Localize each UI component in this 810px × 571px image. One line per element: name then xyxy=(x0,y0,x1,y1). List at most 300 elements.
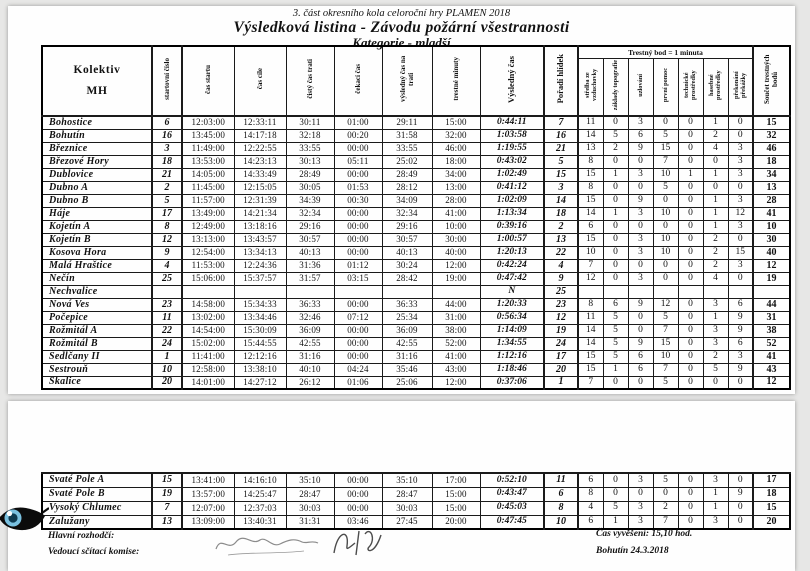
table-cell: 0 xyxy=(728,181,753,194)
col-header-topografie: základy topografie xyxy=(603,59,628,117)
table-cell: 0:45:03 xyxy=(480,501,544,515)
table-cell: 2 xyxy=(544,220,578,233)
table-cell: 0 xyxy=(678,350,703,363)
table-cell: 29:16 xyxy=(382,220,432,233)
table-cell: 33:55 xyxy=(382,142,432,155)
table-cell: 9 xyxy=(728,363,753,376)
table-cell: 36:33 xyxy=(286,298,334,311)
kolektiv-label: Kolektiv xyxy=(73,64,121,76)
table-cell: 11 xyxy=(152,311,182,324)
table-cell: 1:20:33 xyxy=(480,298,544,311)
table-cell: 20:00 xyxy=(432,515,480,529)
table-cell: 13:38:10 xyxy=(234,363,286,376)
table-cell: 21 xyxy=(152,168,182,181)
table-cell: 31:16 xyxy=(382,350,432,363)
table-cell: 0 xyxy=(628,487,653,501)
table-cell: 0 xyxy=(728,376,753,389)
table-cell: 14:33:49 xyxy=(234,168,286,181)
table-cell: 12:37:03 xyxy=(234,501,286,515)
table-cell: 40:00 xyxy=(432,246,480,259)
team-name: Malá Hraštice xyxy=(42,259,152,272)
table-cell: 41 xyxy=(753,350,790,363)
table-row xyxy=(42,515,790,529)
table-cell: 03:46 xyxy=(334,515,382,529)
col-header-trestne-minuty: trestné minuty xyxy=(432,46,480,116)
table-cell xyxy=(182,285,234,298)
table-cell: 3 xyxy=(728,220,753,233)
team-name: Nechvalice xyxy=(42,285,152,298)
table-cell: 11 xyxy=(578,311,603,324)
doc-subtitle: 3. část okresního kola celoroční hry PLAMEN 2018 xyxy=(292,8,511,19)
table-cell: 14:27:12 xyxy=(234,376,286,389)
table-row xyxy=(42,311,790,324)
col-header-hasebne-prostredky: hasebné prostředky xyxy=(703,59,728,117)
table-cell: 1:02:09 xyxy=(480,194,544,207)
table-cell xyxy=(653,285,678,298)
table-cell: 12:22:55 xyxy=(234,142,286,155)
table-cell: 15:30:09 xyxy=(234,324,286,337)
table-cell: 1:14:09 xyxy=(480,324,544,337)
table-cell: 18 xyxy=(753,155,790,168)
table-cell: 2 xyxy=(703,259,728,272)
table-cell: 3 xyxy=(628,168,653,181)
table-cell: 1 xyxy=(603,168,628,181)
table-cell: 14 xyxy=(578,207,603,220)
table-cell: 01:53 xyxy=(334,181,382,194)
table-cell: 0 xyxy=(678,259,703,272)
table-cell: 1 xyxy=(678,168,703,181)
table-row xyxy=(42,129,790,142)
table-cell: 13:40:31 xyxy=(234,515,286,529)
page-1 xyxy=(8,6,795,394)
table-cell: 0 xyxy=(628,220,653,233)
table-cell: 7 xyxy=(544,116,578,129)
table-cell: 6 xyxy=(628,129,653,142)
table-cell: 14 xyxy=(578,129,603,142)
table-cell: 30:11 xyxy=(286,116,334,129)
table-cell: 1 xyxy=(703,487,728,501)
doc-category: Kategorie - mladší xyxy=(352,35,451,50)
table-cell: 34:39 xyxy=(286,194,334,207)
table-cell: 8 xyxy=(152,220,182,233)
table-cell: 1 xyxy=(152,350,182,363)
table-cell xyxy=(152,285,182,298)
doc-title: Výsledková listina - Závodu požární všestrannosti xyxy=(233,19,570,36)
table-cell: 3 xyxy=(628,272,653,285)
results-table-continued xyxy=(41,472,791,530)
table-row xyxy=(42,298,790,311)
table-cell: 1 xyxy=(703,501,728,515)
table-cell: 0:43:02 xyxy=(480,155,544,168)
team-name: Sedlčany II xyxy=(42,350,152,363)
table-cell: 28:00 xyxy=(432,194,480,207)
table-cell: 7 xyxy=(653,363,678,376)
table-cell xyxy=(678,285,703,298)
table-cell: 8 xyxy=(544,501,578,515)
table-cell: 1:18:46 xyxy=(480,363,544,376)
table-cell: 13:09:00 xyxy=(182,515,234,529)
table-cell: 1 xyxy=(603,363,628,376)
team-name: Březové Hory xyxy=(42,155,152,168)
table-cell xyxy=(603,285,628,298)
table-cell: 12 xyxy=(578,272,603,285)
table-cell: 3 xyxy=(628,207,653,220)
table-cell: 0:52:10 xyxy=(480,473,544,487)
table-cell: 15 xyxy=(578,194,603,207)
table-cell: 10 xyxy=(544,515,578,529)
col-header-prvni-pomoc: první pomoc xyxy=(653,59,678,117)
team-name: Bohostice xyxy=(42,116,152,129)
col-header-cekaci-cas: čekací čas xyxy=(334,46,382,116)
table-cell: 0 xyxy=(603,194,628,207)
table-cell: 0 xyxy=(603,220,628,233)
table-cell: 9 xyxy=(628,337,653,350)
table-cell: 0:42:24 xyxy=(480,259,544,272)
table-cell: 24 xyxy=(544,337,578,350)
table-cell: 0 xyxy=(653,487,678,501)
table-cell: 00:00 xyxy=(334,298,382,311)
table-cell: 0 xyxy=(628,376,653,389)
table-cell: 0 xyxy=(728,272,753,285)
table-cell: 10 xyxy=(653,350,678,363)
table-cell: 7 xyxy=(653,515,678,529)
table-cell: 9 xyxy=(628,298,653,311)
table-cell xyxy=(286,285,334,298)
table-cell: 28:47 xyxy=(286,487,334,501)
table-cell: 35:10 xyxy=(382,473,432,487)
table-cell: 36:09 xyxy=(382,324,432,337)
table-cell: 11 xyxy=(578,116,603,129)
table-cell: 18 xyxy=(544,207,578,220)
table-cell: 25:06 xyxy=(382,376,432,389)
table-cell: 28:12 xyxy=(382,181,432,194)
signatures-handwriting xyxy=(208,525,393,561)
table-cell: 30:13 xyxy=(286,155,334,168)
table-cell: 4 xyxy=(703,272,728,285)
table-cell: 8 xyxy=(578,155,603,168)
table-cell: 6 xyxy=(578,220,603,233)
table-cell: 32:34 xyxy=(382,207,432,220)
eye-icon xyxy=(0,500,49,536)
team-name: Březnice xyxy=(42,142,152,155)
table-cell: 0 xyxy=(628,324,653,337)
table-cell: 00:00 xyxy=(334,487,382,501)
table-row xyxy=(42,285,790,298)
table-row xyxy=(42,337,790,350)
table-row xyxy=(42,350,790,363)
table-cell: 1:19:55 xyxy=(480,142,544,155)
table-cell: 14:58:00 xyxy=(182,298,234,311)
table-cell: 0 xyxy=(603,272,628,285)
table-cell: 15:34:33 xyxy=(234,298,286,311)
table-row xyxy=(42,324,790,337)
table-cell xyxy=(628,285,653,298)
table-cell: 00:00 xyxy=(334,324,382,337)
table-cell: 24 xyxy=(152,337,182,350)
table-cell: 9 xyxy=(728,487,753,501)
table-cell: 25 xyxy=(544,285,578,298)
table-cell: 0 xyxy=(678,376,703,389)
table-cell: 8 xyxy=(578,298,603,311)
table-cell: 28:49 xyxy=(382,168,432,181)
table-cell: 31:58 xyxy=(382,129,432,142)
table-cell: 31:31 xyxy=(286,515,334,529)
table-cell: 25 xyxy=(152,272,182,285)
table-cell: 2 xyxy=(152,181,182,194)
table-cell: 03:15 xyxy=(334,272,382,285)
table-cell: N xyxy=(480,285,544,298)
table-cell: 36:09 xyxy=(286,324,334,337)
table-cell xyxy=(753,285,790,298)
team-name: Bohutín xyxy=(42,129,152,142)
table-cell: 40:13 xyxy=(286,246,334,259)
table-cell: 5 xyxy=(653,376,678,389)
col-header-technicke-prostredky: technické prostředky xyxy=(678,59,703,117)
table-cell: 00:00 xyxy=(334,246,382,259)
table-cell: 14:17:18 xyxy=(234,129,286,142)
mh-label: MH xyxy=(86,84,108,97)
table-cell: 00:00 xyxy=(334,142,382,155)
table-cell: 21 xyxy=(544,142,578,155)
table-row xyxy=(42,272,790,285)
table-cell: 0 xyxy=(703,155,728,168)
table-row xyxy=(42,233,790,246)
table-cell: 1:12:16 xyxy=(480,350,544,363)
table-cell: 1 xyxy=(703,116,728,129)
table-cell: 1 xyxy=(703,220,728,233)
table-cell: 0 xyxy=(653,272,678,285)
table-cell: 31:16 xyxy=(286,350,334,363)
col-header-poradi-hlidek: Pořadí hlídek xyxy=(544,46,578,116)
table-cell: 13 xyxy=(578,142,603,155)
table-cell: 12 xyxy=(653,298,678,311)
table-cell: 04:24 xyxy=(334,363,382,376)
table-cell: 15 xyxy=(578,233,603,246)
table-cell: 15:00 xyxy=(432,501,480,515)
table-cell: 12 xyxy=(753,376,790,389)
table-row xyxy=(42,363,790,376)
table-cell: 15 xyxy=(728,246,753,259)
table-cell: 41:00 xyxy=(432,350,480,363)
table-cell: 30:03 xyxy=(286,501,334,515)
team-name: Nová Ves xyxy=(42,298,152,311)
table-cell: 5 xyxy=(653,181,678,194)
table-cell: 3 xyxy=(728,259,753,272)
table-cell: 13:49:00 xyxy=(182,207,234,220)
team-name: Kojetín B xyxy=(42,233,152,246)
table-cell: 0:43:47 xyxy=(480,487,544,501)
penalty-group-header: Trestný bod = 1 minuta xyxy=(578,46,753,59)
table-cell: 5 xyxy=(152,194,182,207)
table-cell: 41:00 xyxy=(432,207,480,220)
table-cell: 19:00 xyxy=(432,272,480,285)
table-cell: 12:15:05 xyxy=(234,181,286,194)
table-cell: 52 xyxy=(753,337,790,350)
table-cell: 30:03 xyxy=(382,501,432,515)
results-table-main xyxy=(41,45,791,390)
table-cell: 12 xyxy=(753,259,790,272)
table-cell: 5 xyxy=(653,473,678,487)
table-cell xyxy=(432,285,480,298)
table-cell: 27:45 xyxy=(382,515,432,529)
table-cell: 13:41:00 xyxy=(182,473,234,487)
table-cell: 25:02 xyxy=(382,155,432,168)
judge-label: Hlavní rozhodčí: xyxy=(48,531,115,541)
table-cell: 0 xyxy=(603,181,628,194)
table-cell: 13:53:00 xyxy=(182,155,234,168)
table-cell: 28:49 xyxy=(286,168,334,181)
table-cell: 12 xyxy=(728,207,753,220)
table-cell: 22 xyxy=(152,324,182,337)
table-cell: 0:44:11 xyxy=(480,116,544,129)
table-cell: 2 xyxy=(603,142,628,155)
table-cell: 29:11 xyxy=(382,116,432,129)
table-cell: 6 xyxy=(578,473,603,487)
table-cell: 0 xyxy=(728,233,753,246)
table-cell: 3 xyxy=(152,142,182,155)
table-cell xyxy=(234,285,286,298)
table-cell: 15 xyxy=(653,142,678,155)
table-row xyxy=(42,207,790,220)
table-cell: 5 xyxy=(653,129,678,142)
table-cell: 12:58:00 xyxy=(182,363,234,376)
table-cell: 18 xyxy=(753,487,790,501)
table-cell: 38:00 xyxy=(432,324,480,337)
table-cell: 7 xyxy=(578,376,603,389)
table-cell: 6 xyxy=(152,116,182,129)
table-cell: 0 xyxy=(678,142,703,155)
table-row xyxy=(42,116,790,129)
table-cell: 31:57 xyxy=(286,272,334,285)
table-cell: 15:00 xyxy=(432,487,480,501)
table-cell: 14:05:00 xyxy=(182,168,234,181)
team-name: Nečín xyxy=(42,272,152,285)
table-cell: 17 xyxy=(152,207,182,220)
table-cell: 10 xyxy=(578,246,603,259)
table-cell: 10 xyxy=(152,363,182,376)
table-cell: 3 xyxy=(703,473,728,487)
table-cell: 00:00 xyxy=(334,473,382,487)
table-cell: 17 xyxy=(544,350,578,363)
team-name: Rožmitál A xyxy=(42,324,152,337)
table-cell: 3 xyxy=(728,142,753,155)
table-cell: 13:57:00 xyxy=(182,487,234,501)
table-row xyxy=(42,194,790,207)
table-cell: 14 xyxy=(578,337,603,350)
table-cell: 14:25:47 xyxy=(234,487,286,501)
table-cell: 13 xyxy=(152,515,182,529)
table-cell: 1 xyxy=(603,515,628,529)
team-name: Kosova Hora xyxy=(42,246,152,259)
table-cell: 0 xyxy=(678,487,703,501)
table-cell: 00:00 xyxy=(334,220,382,233)
table-cell: 19 xyxy=(753,272,790,285)
table-cell: 0 xyxy=(628,181,653,194)
table-cell: 13 xyxy=(544,233,578,246)
table-cell: 0 xyxy=(678,473,703,487)
table-cell: 43 xyxy=(753,363,790,376)
table-cell: 5 xyxy=(653,311,678,324)
table-cell: 3 xyxy=(628,116,653,129)
table-cell: 14 xyxy=(544,194,578,207)
table-row xyxy=(42,181,790,194)
table-cell: 15:02:00 xyxy=(182,337,234,350)
table-cell: 3 xyxy=(628,233,653,246)
table-cell: 12:54:00 xyxy=(182,246,234,259)
table-cell: 3 xyxy=(728,350,753,363)
table-cell: 00:00 xyxy=(334,233,382,246)
table-cell: 31 xyxy=(753,311,790,324)
table-cell: 0 xyxy=(728,515,753,529)
table-cell: 6 xyxy=(603,298,628,311)
table-cell: 52:00 xyxy=(432,337,480,350)
table-cell: 0 xyxy=(603,233,628,246)
table-cell: 0 xyxy=(678,324,703,337)
table-cell: 0 xyxy=(678,207,703,220)
table-cell: 14 xyxy=(578,324,603,337)
col-header-cisty-cas-trati: čistý čas trati xyxy=(286,46,334,116)
table-cell: 1:03:58 xyxy=(480,129,544,142)
table-cell: 0 xyxy=(678,129,703,142)
table-cell: 14:54:00 xyxy=(182,324,234,337)
page-2 xyxy=(8,401,795,571)
table-cell: 5 xyxy=(603,350,628,363)
table-cell: 0 xyxy=(628,155,653,168)
table-cell: 4 xyxy=(544,259,578,272)
table-cell: 31:00 xyxy=(432,311,480,324)
table-cell: 2 xyxy=(703,233,728,246)
table-cell: 0 xyxy=(728,473,753,487)
team-name: Svaté Pole A xyxy=(42,473,152,487)
table-cell: 20 xyxy=(152,376,182,389)
table-cell: 1 xyxy=(603,207,628,220)
table-cell: 3 xyxy=(628,501,653,515)
table-cell: 1 xyxy=(703,168,728,181)
table-cell: 6 xyxy=(728,337,753,350)
table-cell: 17 xyxy=(753,473,790,487)
table-cell: 42:55 xyxy=(286,337,334,350)
table-cell: 00:00 xyxy=(334,168,382,181)
table-cell: 14:16:10 xyxy=(234,473,286,487)
team-name: Rožmitál B xyxy=(42,337,152,350)
table-cell: 10 xyxy=(653,168,678,181)
table-cell: 15 xyxy=(578,363,603,376)
col-header-vysledny-cas: Výsledný čas xyxy=(480,46,544,116)
table-cell: 12:03:00 xyxy=(182,116,234,129)
table-cell: 23 xyxy=(544,298,578,311)
table-cell: 0 xyxy=(678,311,703,324)
table-cell: 0 xyxy=(703,181,728,194)
table-cell: 6 xyxy=(728,298,753,311)
table-row xyxy=(42,246,790,259)
place-date: Bohutín 24.3.2018 xyxy=(596,546,669,556)
table-cell: 15:00 xyxy=(432,116,480,129)
col-header-uzlovani: uzlování xyxy=(628,59,653,117)
col-header-startovni-cislo: startovní číslo xyxy=(152,46,182,116)
table-cell: 00:00 xyxy=(334,337,382,350)
col-header-vysledny-cas-na-trati: výsledný čas na trati xyxy=(382,46,432,116)
table-cell: 0 xyxy=(603,487,628,501)
col-header-cas-startu: čas startu xyxy=(182,46,234,116)
table-cell: 3 xyxy=(628,515,653,529)
table-cell: 3 xyxy=(728,194,753,207)
table-cell: 2 xyxy=(703,129,728,142)
table-cell: 30:00 xyxy=(432,233,480,246)
table-cell: 9 xyxy=(152,246,182,259)
table-cell: 3 xyxy=(703,324,728,337)
table-cell: 3 xyxy=(728,168,753,181)
table-cell: 30 xyxy=(753,233,790,246)
